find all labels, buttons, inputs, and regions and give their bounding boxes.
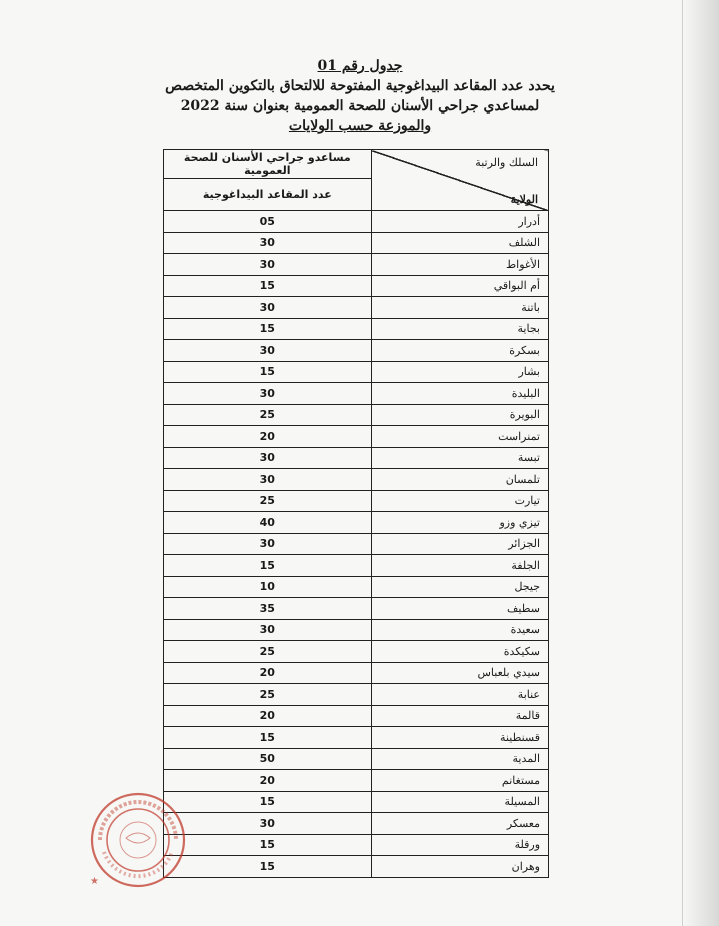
wilaya-cell: تمنراست xyxy=(371,426,548,448)
wilaya-cell: أم البواقي xyxy=(371,275,548,297)
table-row xyxy=(164,340,549,362)
table-row xyxy=(164,834,549,856)
title-line-3: لمساعدي جراحي الأسنان للصحة العمومية بعنوان سنة 2022 xyxy=(180,98,540,114)
wilaya-cell: تيارت xyxy=(371,490,548,512)
wilaya-cell: ورقلة xyxy=(371,834,548,856)
wilaya-cell: البليدة xyxy=(371,383,548,405)
seats-cell: 15 xyxy=(164,275,372,297)
wilaya-cell: بشار xyxy=(371,361,548,383)
wilaya-cell: سكيكدة xyxy=(371,641,548,663)
table-row xyxy=(164,791,549,813)
seats-cell: 15 xyxy=(164,856,372,878)
table-row xyxy=(164,490,549,512)
table-row xyxy=(164,426,549,448)
wilaya-cell: المدية xyxy=(371,748,548,770)
seats-cell: 25 xyxy=(164,490,372,512)
seats-cell: 15 xyxy=(164,834,372,856)
wilaya-cell: قالمة xyxy=(371,705,548,727)
seats-cell: 15 xyxy=(164,727,372,749)
wilaya-cell: قسنطينة xyxy=(371,727,548,749)
diagonal-header-cell xyxy=(371,150,548,211)
seats-cell: 20 xyxy=(164,705,372,727)
seats-cell: 15 xyxy=(164,791,372,813)
official-stamp xyxy=(88,790,188,890)
table-row xyxy=(164,576,549,598)
seats-cell: 30 xyxy=(164,340,372,362)
seats-cell: 15 xyxy=(164,555,372,577)
table-row xyxy=(164,856,549,878)
wilaya-cell: عنابة xyxy=(371,684,548,706)
seats-cell: 25 xyxy=(164,404,372,426)
table-row xyxy=(164,318,549,340)
wilaya-cell: الشلف xyxy=(371,232,548,254)
wilaya-cell: معسكر xyxy=(371,813,548,835)
seats-cell: 30 xyxy=(164,533,372,555)
table-row xyxy=(164,533,549,555)
seats-cell: 30 xyxy=(164,383,372,405)
seats-cell: 15 xyxy=(164,318,372,340)
page-edge-shadow xyxy=(683,0,719,926)
seats-cell: 20 xyxy=(164,770,372,792)
wilaya-cell: البويرة xyxy=(371,404,548,426)
table-row xyxy=(164,232,549,254)
seats-cell: 10 xyxy=(164,576,372,598)
title-line-4: والموزعة حسب الولايات xyxy=(288,118,432,134)
table-number-title: جدول رقم 01 xyxy=(317,58,403,74)
header-seats-label: عدد المقاعد البيداغوجية xyxy=(164,179,372,211)
seats-cell: 20 xyxy=(164,662,372,684)
table-row xyxy=(164,361,549,383)
seats-cell: 30 xyxy=(164,447,372,469)
title-line-2: يحدد عدد المقاعد البيداغوجية المفتوحة للالتحاق بالتكوين المتخصص xyxy=(165,78,555,94)
table-row xyxy=(164,748,549,770)
wilaya-cell: المسيلة xyxy=(371,791,548,813)
seats-cell: 05 xyxy=(164,211,372,233)
wilaya-cell: تبسة xyxy=(371,447,548,469)
table-row xyxy=(164,211,549,233)
seats-cell: 30 xyxy=(164,469,372,491)
table-row xyxy=(164,619,549,641)
table-row xyxy=(164,662,549,684)
wilaya-cell: بجاية xyxy=(371,318,548,340)
seats-cell: 30 xyxy=(164,232,372,254)
seats-cell: 40 xyxy=(164,512,372,534)
wilaya-cell: أدرار xyxy=(371,211,548,233)
table-row xyxy=(164,383,549,405)
table-row xyxy=(164,705,549,727)
table-row xyxy=(164,641,549,663)
wilaya-cell: الجزائر xyxy=(371,533,548,555)
table-row xyxy=(164,469,549,491)
table-row xyxy=(164,404,549,426)
seats-cell: 30 xyxy=(164,297,372,319)
wilaya-cell: جيجل xyxy=(371,576,548,598)
wilaya-cell: تيزي وزو xyxy=(371,512,548,534)
seats-table xyxy=(163,149,549,878)
seats-cell: 20 xyxy=(164,426,372,448)
table-header-row xyxy=(164,150,549,179)
table-row xyxy=(164,727,549,749)
table-row xyxy=(164,813,549,835)
wilaya-cell: سطيف xyxy=(371,598,548,620)
seats-cell: 50 xyxy=(164,748,372,770)
header-wilaya-label: الولاية xyxy=(510,193,538,206)
seats-cell: 30 xyxy=(164,619,372,641)
table-row xyxy=(164,684,549,706)
header-grade-label: مساعدو جراحي الأسنان للصحة العمومية xyxy=(164,150,372,179)
table-row xyxy=(164,297,549,319)
seats-cell: 15 xyxy=(164,361,372,383)
table-row xyxy=(164,254,549,276)
seats-cell: 25 xyxy=(164,684,372,706)
wilaya-cell: سعيدة xyxy=(371,619,548,641)
wilaya-cell: مستغانم xyxy=(371,770,548,792)
title-block xyxy=(150,56,570,136)
table-row xyxy=(164,512,549,534)
seats-cell: 30 xyxy=(164,813,372,835)
table-row xyxy=(164,447,549,469)
wilaya-cell: وهران xyxy=(371,856,548,878)
seats-cell: 25 xyxy=(164,641,372,663)
table-row xyxy=(164,770,549,792)
wilaya-cell: سيدي بلعباس xyxy=(371,662,548,684)
table-row xyxy=(164,275,549,297)
table-row xyxy=(164,598,549,620)
seats-cell: 35 xyxy=(164,598,372,620)
seats-cell: 30 xyxy=(164,254,372,276)
wilaya-cell: الجلفة xyxy=(371,555,548,577)
table-row xyxy=(164,555,549,577)
wilaya-cell: تلمسان xyxy=(371,469,548,491)
svg-text:★: ★ xyxy=(90,876,99,887)
wilaya-cell: بسكرة xyxy=(371,340,548,362)
wilaya-cell: باتنة xyxy=(371,297,548,319)
wilaya-cell: الأغواط xyxy=(371,254,548,276)
header-corp-label: السلك والرتبة xyxy=(475,156,538,169)
